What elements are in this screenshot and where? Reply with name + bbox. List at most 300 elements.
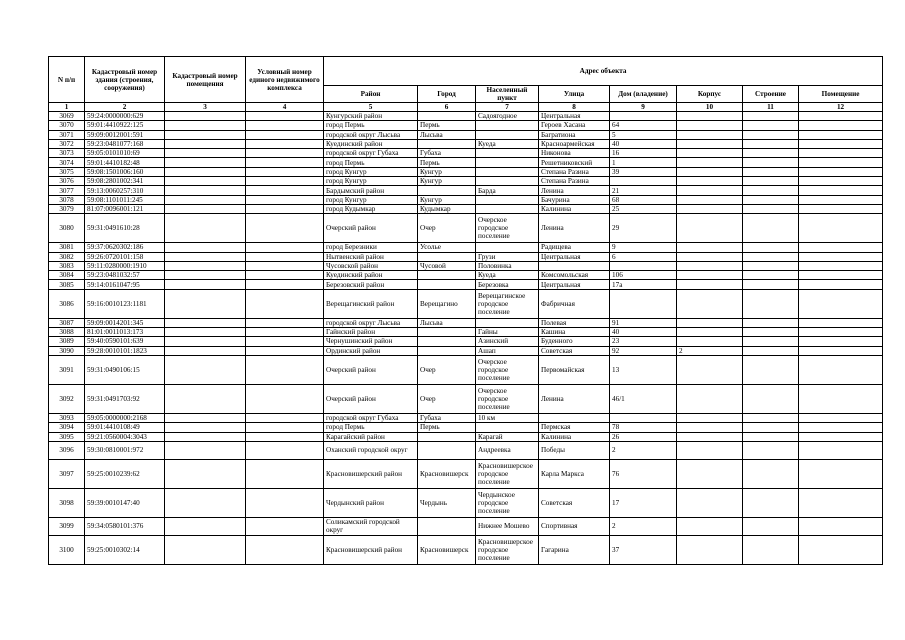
cell-district: Красновишерский район <box>324 459 418 488</box>
cell-house: 46/1 <box>610 384 677 413</box>
cell-district: Нытвенский район <box>324 252 418 261</box>
cell-street: Багратиона <box>539 130 610 139</box>
cell-street: Спортивная <box>539 517 610 535</box>
cell-building <box>743 186 799 195</box>
cell-korpus <box>677 158 743 167</box>
cell-settlement <box>476 149 539 158</box>
cell-cadastral-room <box>165 130 246 139</box>
cell-district: город Кунгур <box>324 177 418 186</box>
cell-room <box>799 441 883 459</box>
cell-room <box>799 177 883 186</box>
cell-street: Советская <box>539 488 610 517</box>
cell-district: Куединский район <box>324 271 418 280</box>
cell-room <box>799 158 883 167</box>
cell-conditional-number <box>246 149 324 158</box>
cell-number: 3071 <box>49 130 85 139</box>
table-row <box>49 214 883 243</box>
cell-city: Пермь <box>418 158 476 167</box>
cell-number: 3086 <box>49 289 85 318</box>
cell-cadastral-building: 59:01:4410108:49 <box>85 423 165 432</box>
cell-cadastral-building: 59:09:0012001:591 <box>85 130 165 139</box>
cell-cadastral-room <box>165 214 246 243</box>
table-row <box>49 517 883 535</box>
column-number: 9 <box>610 103 677 112</box>
table-row <box>49 423 883 432</box>
header-district: Район <box>324 86 418 103</box>
cell-building <box>743 441 799 459</box>
cell-cadastral-room <box>165 318 246 327</box>
cell-district: Очерский район <box>324 214 418 243</box>
table-row <box>49 186 883 195</box>
object-registry-table <box>48 56 883 565</box>
cell-city: Верещагино <box>418 289 476 318</box>
cell-house: 23 <box>610 337 677 346</box>
cell-room <box>799 346 883 355</box>
cell-building <box>743 384 799 413</box>
cell-room <box>799 328 883 337</box>
column-number-row <box>49 103 883 112</box>
cell-settlement: Ашап <box>476 346 539 355</box>
cell-korpus <box>677 121 743 130</box>
cell-city: Красновишерск <box>418 459 476 488</box>
cell-room <box>799 112 883 121</box>
column-number: 12 <box>799 103 883 112</box>
cell-conditional-number <box>246 441 324 459</box>
cell-cadastral-room <box>165 121 246 130</box>
registry-sheet <box>48 56 882 565</box>
cell-number: 3077 <box>49 186 85 195</box>
cell-cadastral-room <box>165 149 246 158</box>
cell-district: Березовский район <box>324 280 418 289</box>
cell-korpus <box>677 337 743 346</box>
cell-room <box>799 186 883 195</box>
cell-cadastral-building: 59:28:0010101:1823 <box>85 346 165 355</box>
cell-house: 106 <box>610 271 677 280</box>
cell-room <box>799 280 883 289</box>
cell-city: Очер <box>418 384 476 413</box>
cell-number: 3091 <box>49 355 85 384</box>
cell-cadastral-building: 59:31:0490106:15 <box>85 355 165 384</box>
cell-street: Полевая <box>539 318 610 327</box>
cell-cadastral-room <box>165 384 246 413</box>
cell-korpus <box>677 139 743 148</box>
cell-house: 25 <box>610 204 677 213</box>
cell-conditional-number <box>246 423 324 432</box>
header-room: Помещение <box>799 86 883 103</box>
cell-cadastral-room <box>165 261 246 270</box>
cell-cadastral-room <box>165 413 246 422</box>
cell-conditional-number <box>246 318 324 327</box>
cell-korpus <box>677 204 743 213</box>
cell-cadastral-building: 59:39:0010147:40 <box>85 488 165 517</box>
cell-settlement <box>476 121 539 130</box>
cell-district: Чусовской район <box>324 261 418 270</box>
cell-city <box>418 112 476 121</box>
cell-cadastral-room <box>165 488 246 517</box>
cell-district: Ординский район <box>324 346 418 355</box>
cell-cadastral-room <box>165 459 246 488</box>
cell-street: Героев Хасана <box>539 121 610 130</box>
cell-number: 3079 <box>49 204 85 213</box>
cell-number: 3073 <box>49 149 85 158</box>
cell-city <box>418 517 476 535</box>
cell-settlement: Барда <box>476 186 539 195</box>
cell-room <box>799 318 883 327</box>
cell-cadastral-building: 59:08:2801002:341 <box>85 177 165 186</box>
cell-settlement <box>476 423 539 432</box>
cell-settlement <box>476 158 539 167</box>
cell-settlement <box>476 318 539 327</box>
cell-number: 3099 <box>49 517 85 535</box>
cell-room <box>799 271 883 280</box>
cell-settlement: 10 км <box>476 413 539 422</box>
cell-conditional-number <box>246 112 324 121</box>
cell-building <box>743 488 799 517</box>
cell-street <box>539 261 610 270</box>
cell-conditional-number <box>246 488 324 517</box>
cell-room <box>799 214 883 243</box>
cell-conditional-number <box>246 337 324 346</box>
cell-house: 1 <box>610 158 677 167</box>
cell-settlement: Очерское городское поселение <box>476 214 539 243</box>
cell-building <box>743 261 799 270</box>
cell-number: 3083 <box>49 261 85 270</box>
cell-house: 37 <box>610 535 677 564</box>
cell-building <box>743 139 799 148</box>
cell-building <box>743 337 799 346</box>
cell-street: Калинина <box>539 432 610 441</box>
cell-korpus <box>677 261 743 270</box>
cell-building <box>743 318 799 327</box>
cell-cadastral-room <box>165 204 246 213</box>
table-row <box>49 328 883 337</box>
cell-district: город Пермь <box>324 121 418 130</box>
cell-conditional-number <box>246 195 324 204</box>
cell-settlement: Азинский <box>476 337 539 346</box>
cell-cadastral-room <box>165 355 246 384</box>
cell-korpus <box>677 243 743 252</box>
cell-cadastral-building: 59:23:0481077:168 <box>85 139 165 148</box>
column-number: 1 <box>49 103 85 112</box>
cell-conditional-number <box>246 535 324 564</box>
cell-settlement: Куеда <box>476 139 539 148</box>
cell-cadastral-room <box>165 328 246 337</box>
cell-city: Очер <box>418 355 476 384</box>
cell-conditional-number <box>246 167 324 176</box>
cell-city: Лысьва <box>418 318 476 327</box>
cell-korpus: 2 <box>677 346 743 355</box>
table-row <box>49 459 883 488</box>
cell-district: Очерский район <box>324 355 418 384</box>
cell-settlement: Грузи <box>476 252 539 261</box>
cell-cadastral-room <box>165 177 246 186</box>
cell-cadastral-building: 59:13:0060257:310 <box>85 186 165 195</box>
cell-cadastral-room <box>165 112 246 121</box>
cell-number: 3094 <box>49 423 85 432</box>
cell-korpus <box>677 459 743 488</box>
cell-cadastral-building: 59:25:0010302:14 <box>85 535 165 564</box>
column-number: 3 <box>165 103 246 112</box>
cell-cadastral-building: 59:01:4410182:48 <box>85 158 165 167</box>
table-row <box>49 535 883 564</box>
cell-street: Степана Разина <box>539 167 610 176</box>
header-building: Строение <box>743 86 799 103</box>
cell-street: Буденного <box>539 337 610 346</box>
cell-number: 3095 <box>49 432 85 441</box>
cell-cadastral-building: 59:05:0101010:69 <box>85 149 165 158</box>
cell-district: Соликамский городской округ <box>324 517 418 535</box>
cell-settlement: Гайны <box>476 328 539 337</box>
cell-settlement <box>476 195 539 204</box>
cell-cadastral-room <box>165 517 246 535</box>
cell-building <box>743 214 799 243</box>
cell-house: 68 <box>610 195 677 204</box>
column-number: 6 <box>418 103 476 112</box>
cell-number: 3082 <box>49 252 85 261</box>
cell-conditional-number <box>246 271 324 280</box>
cell-house: 21 <box>610 186 677 195</box>
column-number: 5 <box>324 103 418 112</box>
cell-number: 3072 <box>49 139 85 148</box>
cell-building <box>743 328 799 337</box>
cell-house: 92 <box>610 346 677 355</box>
cell-district: Оханский городской округ <box>324 441 418 459</box>
column-number: 2 <box>85 103 165 112</box>
cell-settlement <box>476 177 539 186</box>
table-row <box>49 441 883 459</box>
cell-number: 3096 <box>49 441 85 459</box>
cell-conditional-number <box>246 158 324 167</box>
header-address-group: Адрес объекта <box>324 57 883 86</box>
cell-conditional-number <box>246 280 324 289</box>
cell-room <box>799 149 883 158</box>
cell-number: 3080 <box>49 214 85 243</box>
cell-cadastral-room <box>165 535 246 564</box>
table-row <box>49 488 883 517</box>
cell-house: 5 <box>610 130 677 139</box>
cell-district: городской округ Губаха <box>324 149 418 158</box>
cell-district: Гайнский район <box>324 328 418 337</box>
cell-street: Ленина <box>539 384 610 413</box>
cell-building <box>743 204 799 213</box>
cell-house: 78 <box>610 423 677 432</box>
cell-street: Калинина <box>539 204 610 213</box>
cell-settlement: Куеда <box>476 271 539 280</box>
table-row <box>49 346 883 355</box>
cell-district: Куединский район <box>324 139 418 148</box>
cell-cadastral-building: 59:09:0014201:345 <box>85 318 165 327</box>
table-row <box>49 337 883 346</box>
cell-room <box>799 517 883 535</box>
cell-house: 2 <box>610 441 677 459</box>
cell-street: Решетниковский <box>539 158 610 167</box>
cell-street: Фабричная <box>539 289 610 318</box>
cell-settlement: Нижнее Мошево <box>476 517 539 535</box>
cell-cadastral-room <box>165 167 246 176</box>
table-row <box>49 243 883 252</box>
table-row <box>49 130 883 139</box>
cell-district: Чернушинский район <box>324 337 418 346</box>
cell-settlement <box>476 243 539 252</box>
cell-city <box>418 337 476 346</box>
table-row <box>49 271 883 280</box>
cell-korpus <box>677 167 743 176</box>
table-row <box>49 167 883 176</box>
cell-cadastral-building: 59:37:0620302:186 <box>85 243 165 252</box>
cell-city: Чусовой <box>418 261 476 270</box>
cell-settlement: Верещагинское городское поселение <box>476 289 539 318</box>
cell-district: Верещагинский район <box>324 289 418 318</box>
cell-cadastral-room <box>165 346 246 355</box>
header-cadastral-building: Кадастровый номер здания (строения, сооружения) <box>85 57 165 103</box>
cell-korpus <box>677 271 743 280</box>
cell-korpus <box>677 280 743 289</box>
cell-korpus <box>677 328 743 337</box>
header-cadastral-room: Кадастровый номер помещения <box>165 57 246 103</box>
cell-number: 3092 <box>49 384 85 413</box>
cell-house: 64 <box>610 121 677 130</box>
cell-building <box>743 459 799 488</box>
cell-room <box>799 204 883 213</box>
header-house: Дом (владение) <box>610 86 677 103</box>
cell-number: 3098 <box>49 488 85 517</box>
cell-korpus <box>677 432 743 441</box>
cell-house: 91 <box>610 318 677 327</box>
cell-cadastral-building: 59:31:0491610:28 <box>85 214 165 243</box>
cell-building <box>743 243 799 252</box>
cell-city <box>418 139 476 148</box>
cell-city: Пермь <box>418 121 476 130</box>
cell-cadastral-building: 59:31:0491703:92 <box>85 384 165 413</box>
cell-room <box>799 535 883 564</box>
cell-street: Кашина <box>539 328 610 337</box>
table-row <box>49 384 883 413</box>
cell-building <box>743 112 799 121</box>
table-row <box>49 318 883 327</box>
cell-building <box>743 252 799 261</box>
cell-conditional-number <box>246 328 324 337</box>
cell-building <box>743 158 799 167</box>
cell-korpus <box>677 535 743 564</box>
cell-cadastral-room <box>165 280 246 289</box>
cell-conditional-number <box>246 459 324 488</box>
table-row <box>49 195 883 204</box>
cell-korpus <box>677 252 743 261</box>
cell-conditional-number <box>246 355 324 384</box>
cell-cadastral-building: 81:07:0096001:121 <box>85 204 165 213</box>
cell-street: Ленина <box>539 214 610 243</box>
cell-building <box>743 517 799 535</box>
cell-district: Карагайский район <box>324 432 418 441</box>
cell-district: городской округ Губаха <box>324 413 418 422</box>
cell-city <box>418 252 476 261</box>
cell-district: Кунгурский район <box>324 112 418 121</box>
cell-cadastral-room <box>165 243 246 252</box>
header-city: Город <box>418 86 476 103</box>
cell-district: Бардымский район <box>324 186 418 195</box>
cell-number: 3069 <box>49 112 85 121</box>
cell-house: 13 <box>610 355 677 384</box>
table-row <box>49 261 883 270</box>
cell-building <box>743 130 799 139</box>
cell-house: 39 <box>610 167 677 176</box>
cell-street: Степана Разина <box>539 177 610 186</box>
cell-street: Первомайская <box>539 355 610 384</box>
cell-house: 6 <box>610 252 677 261</box>
cell-street: Комсомольская <box>539 271 610 280</box>
cell-room <box>799 243 883 252</box>
cell-cadastral-room <box>165 337 246 346</box>
cell-korpus <box>677 186 743 195</box>
cell-number: 3076 <box>49 177 85 186</box>
cell-settlement: Березовка <box>476 280 539 289</box>
cell-cadastral-building: 59:23:0481032:57 <box>85 271 165 280</box>
cell-korpus <box>677 318 743 327</box>
table-row <box>49 177 883 186</box>
cell-number: 3075 <box>49 167 85 176</box>
cell-building <box>743 195 799 204</box>
cell-room <box>799 195 883 204</box>
table-row <box>49 158 883 167</box>
cell-room <box>799 261 883 270</box>
cell-settlement: Чердынское городское поселение <box>476 488 539 517</box>
cell-street: Красноармейская <box>539 139 610 148</box>
cell-number: 3089 <box>49 337 85 346</box>
cell-room <box>799 121 883 130</box>
cell-building <box>743 413 799 422</box>
cell-cadastral-room <box>165 423 246 432</box>
cell-korpus <box>677 177 743 186</box>
cell-house <box>610 289 677 318</box>
cell-city <box>418 346 476 355</box>
cell-cadastral-building: 59:30:0810001:972 <box>85 441 165 459</box>
cell-conditional-number <box>246 177 324 186</box>
cell-street: Ленина <box>539 186 610 195</box>
cell-city: Лысьва <box>418 130 476 139</box>
cell-conditional-number <box>246 121 324 130</box>
cell-building <box>743 346 799 355</box>
cell-city: Кунгур <box>418 167 476 176</box>
cell-conditional-number <box>246 252 324 261</box>
cell-conditional-number <box>246 186 324 195</box>
cell-conditional-number <box>246 204 324 213</box>
column-number: 11 <box>743 103 799 112</box>
cell-building <box>743 177 799 186</box>
cell-building <box>743 121 799 130</box>
table-row <box>49 289 883 318</box>
cell-korpus <box>677 423 743 432</box>
cell-conditional-number <box>246 130 324 139</box>
cell-cadastral-room <box>165 432 246 441</box>
cell-street: Никонова <box>539 149 610 158</box>
cell-korpus <box>677 195 743 204</box>
cell-room <box>799 488 883 517</box>
cell-room <box>799 289 883 318</box>
cell-settlement <box>476 204 539 213</box>
cell-building <box>743 423 799 432</box>
cell-house <box>610 261 677 270</box>
cell-korpus <box>677 355 743 384</box>
cell-number: 3087 <box>49 318 85 327</box>
table-row <box>49 204 883 213</box>
cell-cadastral-building: 59:14:0161047:95 <box>85 280 165 289</box>
cell-room <box>799 139 883 148</box>
cell-district: город Березники <box>324 243 418 252</box>
cell-street: Пермская <box>539 423 610 432</box>
cell-cadastral-building: 59:01:4410922:125 <box>85 121 165 130</box>
cell-korpus <box>677 214 743 243</box>
cell-korpus <box>677 112 743 121</box>
